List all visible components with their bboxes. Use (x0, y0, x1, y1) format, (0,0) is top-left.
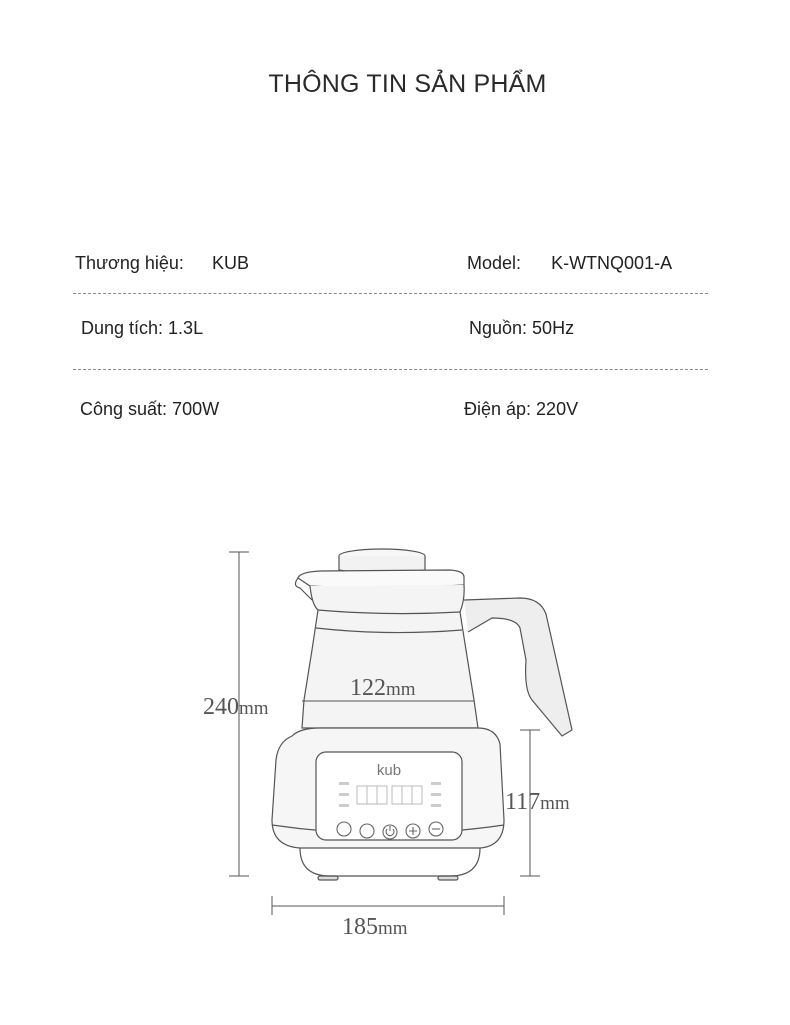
height-base-label: 117mm (505, 789, 570, 815)
capacity-spec: Dung tích: 1.3L (81, 318, 204, 338)
page-title: THÔNG TIN SẢN PHẨM (268, 70, 547, 98)
power-spec: Công suất: 700W (80, 399, 220, 419)
kettle-logo: kub (376, 762, 402, 779)
indicator-dot (431, 793, 441, 796)
kettle-handle (464, 598, 572, 736)
height-total-label: 240mm (203, 694, 269, 720)
brand-value: KUB (211, 253, 249, 273)
keep-warm-button-icon (360, 824, 374, 838)
indicator-dot (339, 793, 349, 796)
indicator-dot (431, 782, 441, 785)
kettle-rim (298, 570, 464, 588)
kettle-illustration (272, 549, 572, 880)
width-base-label: 185mm (342, 914, 408, 940)
indicator-dot (431, 804, 441, 807)
brand-label: Thương hiệu: (75, 253, 184, 273)
power-source-spec: Nguồn: 50Hz (469, 318, 575, 338)
indicator-dot (339, 782, 349, 785)
kettle-base-bottom (300, 848, 480, 876)
model-value: K-WTNQ001-A (551, 253, 673, 273)
voltage-spec: Điện áp: 220V (464, 399, 579, 419)
menu-button-icon (337, 822, 351, 836)
kettle-glass-body (302, 585, 478, 728)
model-label: Model: (467, 253, 522, 273)
indicator-dot (339, 804, 349, 807)
width-jug-label: 122mm (350, 675, 416, 701)
